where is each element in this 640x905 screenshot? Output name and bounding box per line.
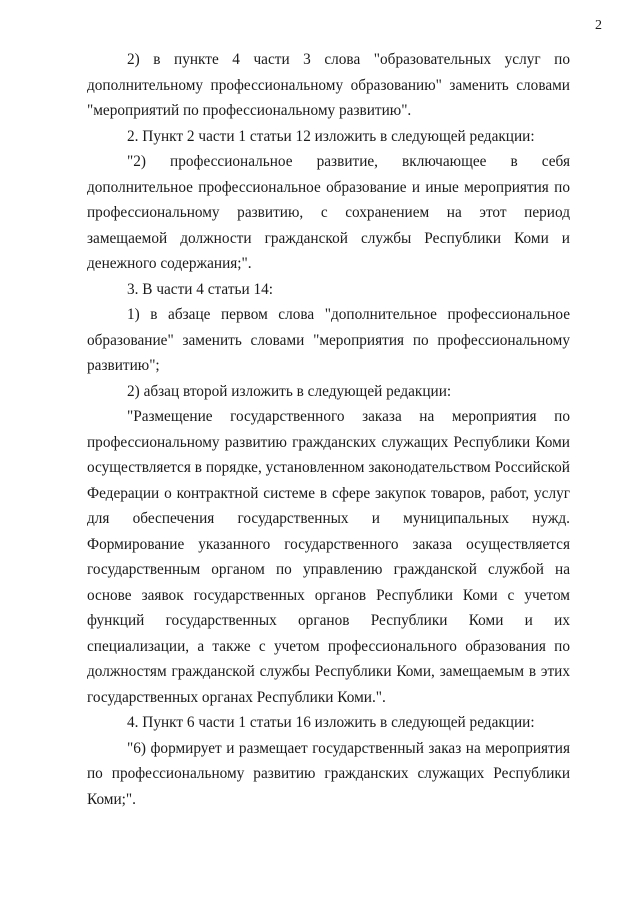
- paragraph-item-2-heading: 2. Пункт 2 части 1 статьи 12 изложить в следующей редакции:: [127, 127, 535, 145]
- paragraph-item-3-sub-1: 1) в абзаце первом слова "дополнительное профессиональное образование" заменить словами "мероприятия по профессиональному развитию";: [87, 306, 570, 374]
- page-number: 2: [595, 18, 602, 33]
- paragraph-item-3-sub-2: 2) абзац второй изложить в следующей редакции:: [127, 382, 452, 400]
- document-body: [87, 47, 570, 812]
- paragraph-item-4-text: "6) формирует и размещает государственный заказ на мероприятия по профессиональному развитию гражданских служащих Республики Коми;".: [87, 739, 570, 808]
- paragraph-item-3-sub-2-text: "Размещение государственного заказа на мероприятия по профессиональному развитию гражданских служащих Республики Коми осуществляется в порядке, установленном законодательством Российской Федерации о контрактной системе в сфере закупок товаров, работ, услуг для обеспечения государственных и муниципальных нужд. Формирование указанного государственного заказа осуществляется государственным органом по управлению гражданской службой на основе заявок государственных органов Республики Коми с учетом функций государственных органов Республики Коми и их специализации, а также с учетом профессионального образования по должностям гражданской службы Республики Коми, замещаемым в этих государственных органах Республики Коми.".: [87, 408, 570, 706]
- paragraph-item-2-text: "2) профессиональное развитие, включающее в себя дополнительное профессиональное образование и иные мероприятия по профессиональному развитию, с сохранением на этот период замещаемой должности гражданской службы Республики Коми и денежного содержания;".: [87, 153, 570, 272]
- paragraph-item-3-heading: 3. В части 4 статьи 14:: [127, 280, 274, 298]
- paragraph-item-4-heading: 4. Пункт 6 части 1 статьи 16 изложить в следующей редакции:: [127, 714, 535, 731]
- paragraph-amendment-2-point-4: 2) в пункте 4 части 3 слова "образовательных услуг по дополнительному профессиональному образованию" заменить словами "мероприятий по профессиональному развитию".: [87, 51, 570, 119]
